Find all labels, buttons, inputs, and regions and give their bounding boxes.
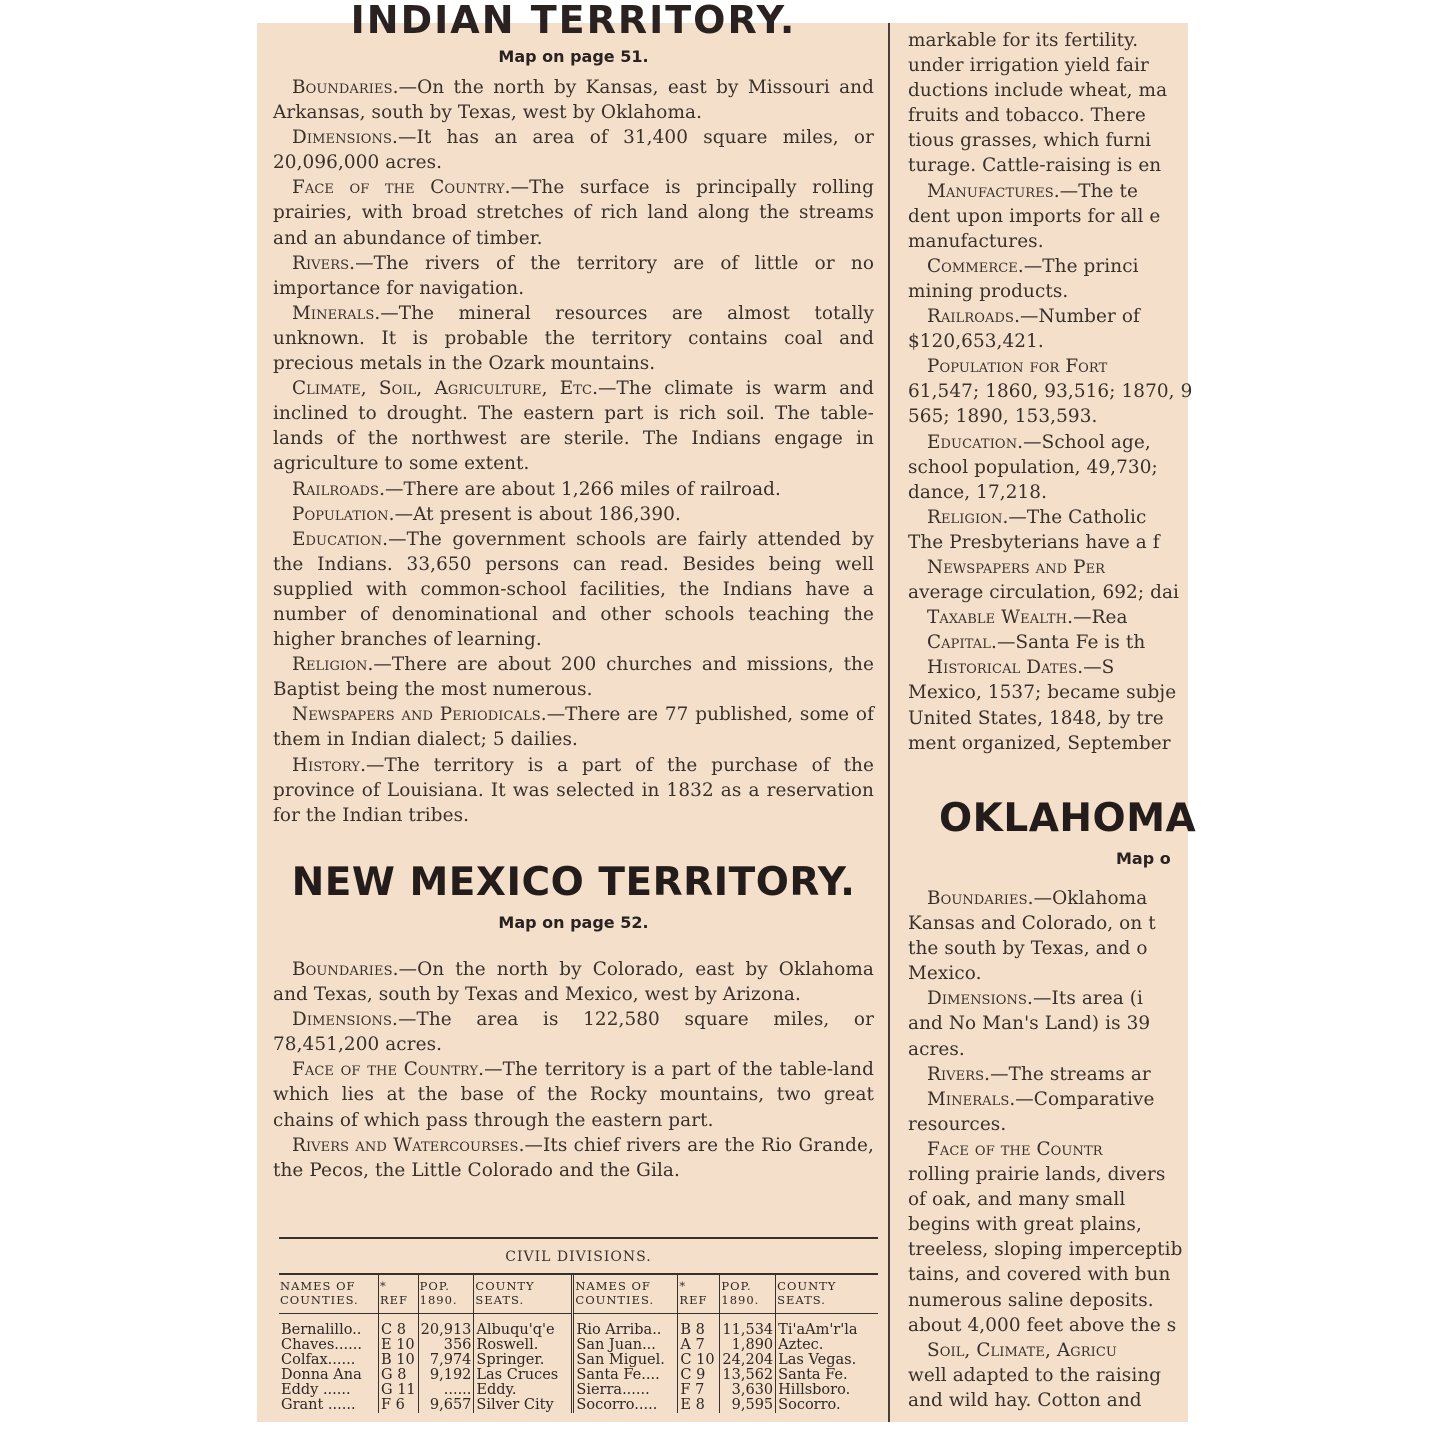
paragraph-text: —The area is 122,580 square miles, or 78,451,200 acres. — [273, 1009, 874, 1056]
table-cell: Aztec. — [778, 1337, 824, 1353]
table-top-rule — [279, 1237, 878, 1239]
table-cell: Eddy. — [474, 1383, 573, 1398]
indian-territory-paragraph — [273, 502, 874, 527]
oklahoma-paragraph — [908, 1112, 1228, 1137]
paragraph-text: school population, 49,730; — [908, 456, 1158, 478]
paragraph-text: —On the north by Colorado, east by Oklahoma and Texas, south by Texas and Mexico, west by Arizona. — [273, 959, 874, 1006]
table-cell: ...... — [418, 1383, 474, 1398]
table-cell: 3,630 — [720, 1383, 776, 1398]
table-cell: B 8 — [678, 1323, 720, 1338]
table-cell: Hillsboro. — [778, 1382, 851, 1398]
paragraph-text: manufactures. — [908, 230, 1044, 252]
oklahoma-paragraph — [908, 1363, 1228, 1388]
indian-territory-paragraph — [273, 477, 874, 502]
new-mexico-cont-paragraph — [908, 455, 1228, 480]
table-cell: Bernalillo.. — [279, 1323, 379, 1338]
oklahoma-paragraph — [908, 1338, 1228, 1363]
civil-divisions-table-block — [279, 1237, 878, 1413]
oklahoma-paragraph — [908, 1187, 1228, 1212]
paragraph-text: —The surface is principally rolling prairies, with broad stretches of rich land along the streams and an abundance of timber. — [273, 177, 874, 249]
paragraph-text: —Comparative — [1015, 1088, 1155, 1110]
paragraph-label: Dimensions. — [292, 127, 398, 149]
paragraph-text: —Its chief rivers are the Rio Grande, the Pecos, the Little Colorado and the Gila. — [273, 1134, 874, 1181]
new-mexico-cont-paragraph — [908, 103, 1228, 128]
new-mexico-cont-paragraph — [908, 128, 1228, 153]
new-mexico-continued-section — [908, 28, 1228, 756]
table-cell: 20,913 — [418, 1323, 474, 1338]
table-row — [279, 1398, 878, 1413]
paragraph-text: and wild hay. Cotton and — [908, 1389, 1142, 1411]
paragraph-label: Newspapers and Per — [927, 556, 1106, 578]
paragraph-label: Face of the Country. — [292, 1059, 485, 1081]
paragraph-text: mining products. — [908, 280, 1069, 302]
table-cell: C 8 — [379, 1323, 419, 1338]
table-cell: 11,534 — [720, 1323, 776, 1338]
paragraph-text: Kansas and Colorado, on t — [908, 913, 1156, 935]
table-cell: Chaves...... — [279, 1338, 379, 1353]
paragraph-text: —There are about 1,266 miles of railroad. — [385, 478, 781, 500]
new-mexico-cont-paragraph — [908, 304, 1228, 329]
paragraph-text: —The streams ar — [990, 1063, 1151, 1085]
oklahoma-paragraph — [908, 961, 1228, 986]
oklahoma-paragraph — [908, 1087, 1228, 1112]
table-cell: F 7 — [678, 1383, 720, 1398]
new-mexico-section — [273, 957, 874, 1183]
paragraph-text: —There are about 200 churches and missions, the Baptist being the most numerous. — [273, 654, 874, 701]
indian-territory-paragraph — [273, 75, 874, 125]
table-cell: Albuqu'q'e — [474, 1323, 573, 1338]
table-cell: Rio Arriba.. — [573, 1323, 678, 1338]
new-mexico-paragraph — [273, 1057, 874, 1132]
table-cell: Grant ...... — [279, 1398, 379, 1413]
table-row — [279, 1383, 878, 1398]
paragraph-label: Face of the Countr — [927, 1138, 1103, 1160]
col-header-names: NAMES OF COUNTIES. — [279, 1275, 379, 1314]
indian-territory-section — [273, 75, 874, 828]
oklahoma-mapref: Map o — [1116, 849, 1171, 868]
oklahoma-section — [908, 886, 1228, 1413]
paragraph-text: resources. — [908, 1113, 1007, 1135]
paragraph-text: Mexico. — [908, 963, 982, 985]
table-row — [279, 1353, 878, 1368]
indian-territory-paragraph — [273, 527, 874, 652]
indian-territory-mapref: Map on page 51. — [498, 47, 649, 66]
new-mexico-cont-paragraph — [908, 78, 1228, 103]
paragraph-label: Face of the Country. — [292, 177, 511, 199]
paragraph-text: United States, 1848, by tre — [908, 707, 1164, 729]
indian-territory-paragraph — [273, 301, 874, 376]
paragraph-text: —The te — [1059, 180, 1138, 202]
oklahoma-paragraph — [908, 1037, 1228, 1062]
paragraph-label: Minerals. — [292, 302, 381, 324]
column-divider — [888, 23, 890, 1422]
new-mexico-cont-paragraph — [908, 204, 1228, 229]
oklahoma-paragraph — [908, 1212, 1228, 1237]
new-mexico-cont-paragraph — [908, 153, 1228, 178]
new-mexico-cont-paragraph — [908, 279, 1228, 304]
oklahoma-paragraph — [908, 1388, 1228, 1413]
paragraph-text: $120,653,421. — [908, 331, 1044, 353]
paragraph-text: —The government schools are fairly attended by the Indians. 33,650 persons can read. Besides being well supplied with common-school facilities, the Indians have a number of denominational and other schools teaching the higher branches of learning. — [273, 528, 874, 651]
col-header-seats-2: COUNTY SEATS. — [776, 1275, 878, 1314]
col-header-ref: * REF — [379, 1275, 419, 1314]
paragraph-label: Dimensions. — [927, 988, 1033, 1010]
paragraph-text: —Oklahoma — [1033, 888, 1148, 909]
table-cell: C 9 — [678, 1368, 720, 1383]
paragraph-text: —The princi — [1023, 255, 1139, 277]
paragraph-text: 565; 1890, 153,593. — [908, 406, 1098, 428]
paragraph-label: Manufactures. — [927, 180, 1060, 202]
table-cell: 1,890 — [720, 1338, 776, 1353]
new-mexico-cont-paragraph — [908, 404, 1228, 429]
oklahoma-paragraph — [908, 1237, 1228, 1262]
paragraph-text: well adapted to the raising — [908, 1364, 1162, 1386]
table-cell: Roswell. — [474, 1338, 573, 1353]
oklahoma-paragraph — [908, 886, 1228, 911]
paragraph-label: Rivers. — [292, 252, 356, 274]
table-row — [279, 1368, 878, 1383]
indian-territory-paragraph — [273, 125, 874, 175]
paragraph-label: Railroads. — [292, 478, 386, 500]
table-cell: Socorro..... — [573, 1398, 678, 1413]
paragraph-text: about 4,000 feet above the s — [908, 1314, 1177, 1336]
paragraph-text: turage. Cattle-raising is en — [908, 155, 1162, 177]
paragraph-label: Climate, Soil, Agriculture, Etc. — [292, 378, 599, 400]
table-cell: E 8 — [678, 1398, 720, 1413]
paragraph-text: —It has an area of 31,400 square miles, or 20,096,000 acres. — [273, 127, 874, 174]
table-cell: Las Vegas. — [778, 1352, 857, 1368]
indian-territory-paragraph — [273, 376, 874, 476]
indian-territory-paragraph — [273, 753, 874, 828]
paragraph-text: —The territory is a part of the purchase of the province of Louisiana. It was selected in 1832 as a reservation for the Indian tribes. — [273, 754, 874, 826]
paragraph-text: tious grasses, which furni — [908, 130, 1152, 152]
paragraph-text: ment organized, September — [908, 732, 1171, 754]
new-mexico-cont-paragraph — [908, 530, 1228, 555]
new-mexico-cont-paragraph — [908, 179, 1228, 204]
table-cell: B 10 — [379, 1353, 419, 1368]
oklahoma-paragraph — [908, 1313, 1228, 1338]
table-cell: Eddy ...... — [279, 1383, 379, 1398]
table-cell: Santa Fe. — [778, 1367, 848, 1383]
new-mexico-cont-paragraph — [908, 430, 1228, 455]
new-mexico-cont-paragraph — [908, 605, 1228, 630]
paragraph-label: Minerals. — [927, 1088, 1016, 1110]
paragraph-text: 61,547; 1860, 93,516; 1870, 9 — [908, 381, 1193, 403]
table-cell: Springer. — [474, 1353, 573, 1368]
table-cell: Silver City — [474, 1398, 573, 1413]
paragraph-text: begins with great plains, — [908, 1214, 1142, 1236]
paragraph-label: Taxable Wealth. — [927, 607, 1074, 629]
paragraph-label: Commerce. — [927, 255, 1024, 277]
paragraph-label: Population for Fort — [927, 356, 1108, 378]
paragraph-label: History. — [292, 754, 367, 776]
paragraph-label: Boundaries. — [292, 77, 399, 98]
paragraph-text: Mexico, 1537; became subje — [908, 682, 1177, 704]
new-mexico-cont-paragraph — [908, 706, 1228, 731]
new-mexico-cont-paragraph — [908, 379, 1228, 404]
new-mexico-cont-paragraph — [908, 555, 1228, 580]
paragraph-label: Education. — [927, 431, 1024, 453]
paragraph-text: —On the north by Kansas, east by Missouri and Arkansas, south by Texas, west by Oklahoma. — [273, 77, 874, 124]
paragraph-text: —The mineral resources are almost totally unknown. It is probable the territory contains coal and precious metals in the Ozark mountains. — [273, 302, 874, 375]
paragraph-text: —At present is about 186,390. — [394, 503, 681, 525]
table-cell: C 10 — [678, 1353, 720, 1368]
new-mexico-cont-paragraph — [908, 28, 1228, 53]
table-cell: Colfax...... — [279, 1353, 379, 1368]
new-mexico-mapref: Map on page 52. — [498, 913, 649, 932]
paragraph-text: —Rea — [1073, 607, 1128, 629]
new-mexico-paragraph — [273, 1007, 874, 1057]
col-header-pop: POP. 1890. — [418, 1275, 474, 1314]
oklahoma-paragraph — [908, 1262, 1228, 1287]
table-cell: G 8 — [379, 1368, 419, 1383]
paragraph-text: tains, and covered with bun — [908, 1264, 1171, 1286]
table-cell: Santa Fe.... — [573, 1368, 678, 1383]
indian-territory-paragraph — [273, 251, 874, 301]
table-cell: Socorro. — [778, 1397, 841, 1413]
table-cell: E 10 — [379, 1338, 419, 1353]
paragraph-text: —School age, — [1023, 431, 1151, 453]
oklahoma-heading: OKLAHOMA — [939, 796, 1197, 841]
table-cell: A 7 — [678, 1338, 720, 1353]
paragraph-text: ductions include wheat, ma — [908, 80, 1168, 102]
oklahoma-paragraph — [908, 1288, 1228, 1313]
table-cell: 7,974 — [418, 1353, 474, 1368]
new-mexico-paragraph — [273, 957, 874, 1007]
table-cell: Donna Ana — [279, 1368, 379, 1383]
paragraph-label: Rivers and Watercourses. — [292, 1134, 525, 1156]
table-cell: 24,204 — [720, 1353, 776, 1368]
paragraph-text: treeless, sloping imperceptib — [908, 1239, 1183, 1261]
new-mexico-cont-paragraph — [908, 480, 1228, 505]
new-mexico-cont-paragraph — [908, 229, 1228, 254]
paragraph-text: of oak, and many small — [908, 1189, 1126, 1211]
indian-territory-paragraph — [273, 652, 874, 702]
paragraph-text: —Santa Fe is th — [996, 632, 1146, 654]
indian-territory-paragraph — [273, 175, 874, 250]
table-cell: Ti'aAm'r'la — [778, 1322, 858, 1338]
paragraph-text: The Presbyterians have a f — [908, 531, 1160, 553]
paragraph-text: —Number of — [1020, 306, 1140, 328]
paragraph-text: —The territory is a part of the table-land which lies at the base of the Rocky mountains, two great chains of which pass through the eastern part. — [273, 1059, 874, 1131]
paragraph-label: Capital. — [927, 632, 997, 654]
new-mexico-cont-paragraph — [908, 731, 1228, 756]
paragraph-text: —There are 77 published, some of them in Indian dialect; 5 dailies. — [273, 704, 874, 751]
paragraph-label: Railroads. — [927, 306, 1021, 328]
new-mexico-cont-paragraph — [908, 505, 1228, 530]
paragraph-text: —The Catholic — [1008, 506, 1147, 528]
paragraph-label: Population. — [292, 503, 395, 525]
col-header-seats: COUNTY SEATS. — [474, 1275, 573, 1314]
table-cell: 9,192 — [418, 1368, 474, 1383]
new-mexico-cont-paragraph — [908, 630, 1228, 655]
new-mexico-cont-paragraph — [908, 680, 1228, 705]
table-cell: Sierra...... — [573, 1383, 678, 1398]
col-header-pop-2: POP. 1890. — [720, 1275, 776, 1314]
paragraph-label: Rivers. — [927, 1063, 991, 1085]
paragraph-text: acres. — [908, 1038, 965, 1060]
col-header-ref-2: * REF — [678, 1275, 720, 1314]
col-header-names-2: NAMES OF COUNTIES. — [573, 1275, 678, 1314]
new-mexico-cont-paragraph — [908, 329, 1228, 354]
table-row — [279, 1338, 878, 1353]
table-cell: San Juan... — [573, 1338, 678, 1353]
table-cell: Las Cruces — [474, 1368, 573, 1383]
table-cell: 9,657 — [418, 1398, 474, 1413]
paragraph-text: under irrigation yield fair — [908, 55, 1149, 77]
paragraph-label: Religion. — [292, 654, 374, 676]
new-mexico-cont-paragraph — [908, 354, 1228, 379]
civil-divisions-title: CIVIL DIVISIONS. — [505, 1249, 652, 1265]
new-mexico-cont-paragraph — [908, 53, 1228, 78]
oklahoma-paragraph — [908, 1011, 1228, 1036]
indian-territory-paragraph — [273, 702, 874, 752]
paragraph-label: Newspapers and Periodicals. — [292, 704, 547, 726]
new-mexico-cont-paragraph — [908, 655, 1228, 680]
paragraph-label: Education. — [292, 528, 389, 550]
paragraph-text: fruits and tobacco. There — [908, 105, 1146, 127]
book-page — [257, 0, 1197, 1422]
oklahoma-paragraph — [908, 936, 1228, 961]
paragraph-text: rolling prairie lands, divers — [908, 1164, 1166, 1186]
paragraph-label: Boundaries. — [292, 959, 399, 980]
oklahoma-paragraph — [908, 1162, 1228, 1187]
paragraph-label: Boundaries. — [927, 888, 1034, 909]
oklahoma-paragraph — [908, 986, 1228, 1011]
paragraph-text: —The rivers of the territory are of little or no importance for navigation. — [273, 252, 874, 299]
oklahoma-paragraph — [908, 911, 1228, 936]
civil-divisions-table — [279, 1275, 878, 1413]
paragraph-text: and No Man's Land) is 39 — [908, 1013, 1151, 1035]
paragraph-label: Historical Dates. — [927, 657, 1084, 679]
paragraph-label: Dimensions. — [292, 1009, 398, 1031]
paragraph-text: numerous saline deposits. — [908, 1289, 1154, 1311]
table-cell: San Miguel. — [573, 1353, 678, 1368]
table-row — [279, 1323, 878, 1338]
paragraph-text: average circulation, 692; dai — [908, 582, 1180, 604]
indian-territory-heading: INDIAN TERRITORY. — [350, 0, 797, 42]
table-cell: 356 — [418, 1338, 474, 1353]
table-cell: F 6 — [379, 1398, 419, 1413]
paragraph-text: —S — [1083, 657, 1115, 679]
new-mexico-cont-paragraph — [908, 254, 1228, 279]
new-mexico-heading: NEW MEXICO TERRITORY. — [291, 860, 856, 905]
paragraph-text: —Its area (i — [1032, 988, 1144, 1010]
oklahoma-paragraph — [908, 1062, 1228, 1087]
oklahoma-paragraph — [908, 1137, 1228, 1162]
table-cell: G 11 — [379, 1383, 419, 1398]
new-mexico-cont-paragraph — [908, 580, 1228, 605]
paragraph-text: dent upon imports for all e — [908, 205, 1161, 227]
new-mexico-paragraph — [273, 1133, 874, 1183]
paragraph-label: Soil, Climate, Agricu — [927, 1339, 1117, 1361]
paragraph-text: markable for its fertility. — [908, 30, 1139, 51]
table-cell: 9,595 — [720, 1398, 776, 1413]
paragraph-label: Religion. — [927, 506, 1009, 528]
paragraph-text: the south by Texas, and o — [908, 938, 1148, 960]
paragraph-text: —The climate is warm and inclined to drought. The eastern part is rich soil. The table-lands of the northwest are sterile. The Indians engage in agriculture to some extent. — [273, 378, 874, 475]
paragraph-text: dance, 17,218. — [908, 481, 1048, 503]
table-cell: 13,562 — [720, 1368, 776, 1383]
